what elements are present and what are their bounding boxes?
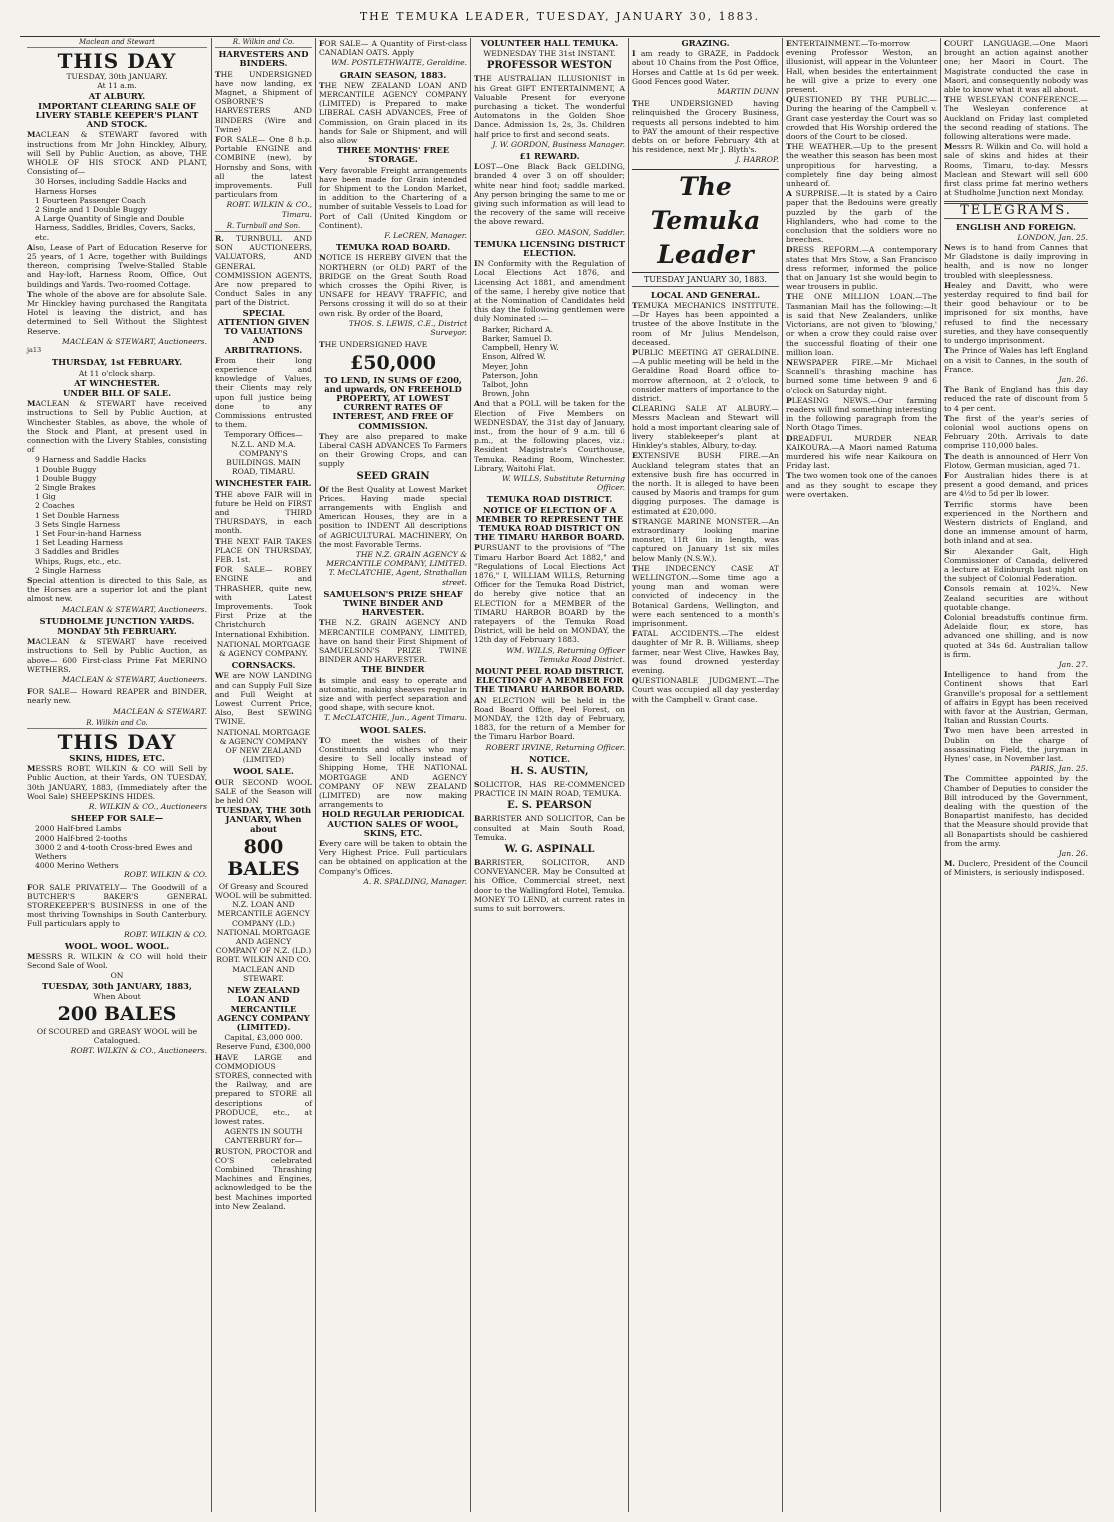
telegram-text: Colonial breadstuffs continue firm. Adelaide flour, ex store, has advanced one shilling, and is now quoted at 34s 6d. Australian tallow is firm. bbox=[944, 612, 1088, 659]
telegram-text: Healey and Davitt, who were yesterday required to find bail for their good behaviour or to be imprisoned for six months, have refused to find the necessary sureties, and they have consequently to undergo imprisonment. bbox=[944, 280, 1088, 346]
ad-wool-sale-2 bbox=[215, 767, 312, 983]
list-item: Whips, Rugs, etc., etc. bbox=[35, 556, 122, 566]
ad-body: Of the Best Quality at Lowest Market Prices. Having made special arrangements with English and American Houses, they are in a position to INDENT All descriptions of AGRICULTURAL MACHINERY, On the most Favorable Terms. bbox=[319, 484, 467, 549]
ad-title: HARVESTERS AND BINDERS. bbox=[218, 49, 309, 69]
ad-cornsacks bbox=[215, 661, 312, 764]
masthead-title: The Temuka Leader bbox=[632, 169, 779, 273]
ad-body: Special attention is directed to this Sale, as the Horses are a superior lot and the plant almost new. bbox=[27, 575, 207, 604]
ad-sheep-sale bbox=[27, 814, 207, 879]
news-paragraph: The two women took one of the canoes and as they sought to escape they were overtaken. bbox=[786, 471, 937, 499]
news-paragraph: NEWSPAPER FIRE.—Mr Michael Scannell's thrashing machine has burned some time between 9 and 6 o'clock on Saturday night. bbox=[786, 357, 937, 395]
news-paragraph: COURT LANGUAGE.—One Maori brought an action against another one; her Maori in Court. The Magistrate conducted the case in Maori, and consequently nobody was able to know what it was all about. bbox=[944, 39, 1088, 95]
telegram-dateline: PARIS, Jan. 25. bbox=[1030, 764, 1088, 774]
ad-ref: ja13 bbox=[27, 346, 42, 355]
ad-body: MESSRS ROBT. WILKIN & CO will Sell by Public Auction, at their Yards, ON TUESDAY, 30th JANUARY, 1883, (Immediately after the Wool Sale) SHEEPSKINS HIDES. bbox=[27, 764, 207, 801]
ad-signature: MACLEAN & STEWART. bbox=[112, 706, 207, 716]
news-paragraph: CLEARING SALE AT ALBURY.—Messrs Maclean and Stewart will hold a most important clearing sale of livery stablekeeper's plant at Hinkley's stables, Albury, to-day. bbox=[632, 404, 779, 451]
news-paragraph: THE WEATHER.—Up to the present the weather this season has been most unpropitious for harvesting, a completely fine day being almost unheard of. bbox=[786, 142, 937, 189]
ad-bales: 200 BALES bbox=[57, 1003, 177, 1026]
ad-wilkin-this-day bbox=[27, 719, 207, 811]
telegram-dateline: Jan. 26. bbox=[1058, 849, 1088, 859]
list-item: Barker, Richard A. bbox=[482, 324, 554, 334]
ad-title: WINCHESTER FAIR. bbox=[215, 478, 312, 489]
ad-body: MACLEAN & STEWART have received instructions to Sell by Public Auction, as above— 600 First-class Prime Fat MERINO WETHERS. bbox=[27, 637, 207, 674]
ad-headline: UNDER BILL OF SALE. bbox=[62, 387, 172, 398]
news-paragraph: THE ONE MILLION LOAN.—The Tasmanian Mail has the following:—It is said that New Zealanders, unlike Victorians, are not given to 'blowing,' or when a crow they could raise over the successful floating of their one million loan. bbox=[786, 292, 937, 357]
list-item: 3000 2 and 4-tooth Cross-bred Ewes and Wethers bbox=[35, 842, 193, 862]
list-item: 2 Coaches bbox=[35, 501, 75, 511]
ad-body: THE above FAIR will in future be Held on FIRST and THIRD THURSDAYS, in each month. bbox=[215, 489, 312, 536]
news-paragraph: PLEASING NEWS.—Our farming readers will find something interesting in the following paragraph from the North Otago Times. bbox=[786, 395, 937, 433]
ad-time: At 11 a.m. bbox=[97, 81, 137, 91]
list-item: 9 Harness and Saddle Hacks bbox=[35, 455, 146, 465]
list-item: 1 Set Double Harness bbox=[35, 510, 120, 520]
ad-name: E. S. PEARSON bbox=[507, 800, 592, 812]
ad-body: FOR SALE PRIVATELY— The Goodwill of a BUTCHER'S BAKER'S GENERAL STOREKEEPER'S BUSINESS in one of the most thriving Townships in South Canterbury. Full particulars apply to bbox=[27, 882, 207, 929]
ad-title: GRAZING. bbox=[681, 38, 730, 48]
ad-body: THE UNDERSIGNED having relinquished the Grocery Business, requests all persons indebted to him to PAY the amount of their respective debts on or before February 4th at his residence, next Mr J. Blyth's. bbox=[632, 99, 779, 155]
ad-signature: MACLEAN & STEWART, Auctioneers. bbox=[62, 604, 207, 614]
ad-text: Of Greasy and Scoured WOOL will be submitted. bbox=[215, 881, 312, 901]
ad-signature: MACLEAN & STEWART, Auctioneers. bbox=[62, 675, 207, 684]
ad-text: ON bbox=[110, 971, 124, 981]
ad-signature: GEO. MASON, Saddler. bbox=[535, 227, 625, 237]
ad-winchester bbox=[27, 358, 207, 613]
ad-title: THIS DAY bbox=[57, 49, 177, 74]
telegram-text: The first of the year's series of colonial wool auctions opens on February 20th. Arrivals to date comprise 110,000 bales. bbox=[944, 413, 1088, 451]
ad-mount-peel bbox=[474, 667, 625, 752]
running-head: THE TEMUKA LEADER, TUESDAY, JANUARY 30, 1883. bbox=[359, 10, 761, 23]
ad-road-board bbox=[319, 243, 467, 337]
ad-subtitle: SEED GRAIN bbox=[356, 470, 430, 482]
column-5 bbox=[629, 38, 782, 1512]
telegram-dateline: Jan. 27. bbox=[1058, 660, 1088, 669]
ad-body: THE AUSTRALIAN ILLUSIONIST in his Great GIFT ENTERTAINMENT, A Valuable Present for everyone purchasing a ticket. The wonderful Automatons in the Golden Shoe Dance. Admission 1s, 2s, 3s. Children half price to first and second seats. bbox=[474, 74, 625, 139]
header-rule bbox=[20, 36, 1100, 37]
ad-signature: ROBT. WILKIN & CO., Auctioneers. bbox=[70, 1045, 207, 1055]
news-paragraph: DREADFUL MURDER NEAR KAIKOURA.—A Maori named Ratuma murdered his wife near Kaikoura on Friday last. bbox=[786, 433, 937, 471]
ad-amount: £50,000 bbox=[350, 351, 436, 374]
ad-body: is simple and easy to operate and automatic, making sheaves regular in size and with perfect separation and good shape, with secure knot. bbox=[319, 675, 467, 713]
ad-grocery bbox=[632, 99, 779, 164]
ad-body: I am ready to GRAZE, in Paddock about 10 Chains from the Post Office, Horses and Cattle at 1s 6d per week. Good Fences good Water. bbox=[632, 49, 779, 86]
list-item: Talbot, John bbox=[482, 379, 529, 389]
ad-maclean-this-day bbox=[27, 38, 207, 355]
list-item: 1 Fourteen Passenger Coach bbox=[35, 195, 146, 205]
ad-date: WEDNESDAY THE 31st INSTANT. bbox=[483, 49, 616, 59]
news-paragraph: STRANGE MARINE MONSTER.—An extraordinary looking marine monster, 11ft 6in in length, was captured on January 1st six miles below Manly (N.S.W.). bbox=[632, 516, 779, 563]
ad-signature: A. R. SPALDING, Manager. bbox=[363, 876, 467, 886]
ad-road-district bbox=[474, 495, 625, 664]
ad-body: From their long experience and knowledge of Values, their Clients may rely upon full justice being done to any Commissions entrusted to them. bbox=[215, 355, 312, 430]
ad-body: FOR SALE— One 8 h.p. Portable ENGINE and COMBINE (new), by Hornsby and Sons, with all the latest improvements. Full particulars from bbox=[215, 135, 312, 200]
list-item: 1 Double Buggy bbox=[35, 473, 97, 483]
ad-title: TEMUKA LICENSING DISTRICT ELECTION. bbox=[474, 238, 625, 259]
ad-signature: MARTIN DUNN bbox=[717, 87, 779, 97]
telegrams-title: TELEGRAMS. bbox=[944, 201, 1088, 218]
ad-body: THE N.Z. GRAIN AGENCY AND MERCANTILE COMPANY, LIMITED, have on hand their First Shipment of SAMUELSON'S PRIZE TWINE BINDER AND HARVESTER. bbox=[319, 618, 467, 665]
ad-body: FOR SALE— ROBEY ENGINE and THRASHER, quite new, with Latest Improvements. Took First Prize at the Christchurch International Exhibition. bbox=[215, 565, 312, 639]
ad-studholme bbox=[27, 617, 207, 684]
ad-grain-season bbox=[319, 71, 467, 241]
ad-subtitle: THREE MONTHS' FREE STORAGE. bbox=[336, 145, 450, 165]
ad-grazing bbox=[632, 39, 779, 96]
ad-subtitle: TO LEND, IN SUMS OF £200, and upwards, ON FREEHOLD PROPERTY, AT LOWEST CURRENT RATES OF INTEREST, AND FREE OF COMMISSION. bbox=[324, 374, 462, 431]
column-2 bbox=[212, 38, 315, 1512]
news-paragraph: TEMUKA MECHANICS INSTITUTE.—Dr Hayes has been appointed a trustee of the above Institute in the room of Mr Julius Mendelson, deceased. bbox=[632, 301, 779, 347]
ad-loan-50000 bbox=[319, 340, 467, 586]
ad-text: Temporary Offices— N.Z.L. AND M.A. COMPANY'S BUILDINGS. MAIN ROAD, TIMARU. bbox=[224, 430, 303, 477]
ad-signature: WM. POSTLETHWAITE, Geraldine. bbox=[331, 58, 467, 68]
ad-place: VOLUNTEER HALL TEMUKA. bbox=[480, 38, 619, 48]
ad-subtitle: SPECIAL ATTENTION GIVEN TO VALUATIONS AND ARBITRATIONS. bbox=[217, 307, 310, 355]
list-item: Meyer, John bbox=[482, 361, 529, 371]
ad-title: GRAIN SEASON, 1883. bbox=[339, 69, 447, 80]
ad-body: They are also prepared to make Liberal CASH ADVANCES To Farmers on their Growing Crops, and can supply bbox=[319, 431, 467, 469]
ad-body: NOTICE IS HEREBY GIVEN that the NORTHERN (or OLD) PART of the BRIDGE on the Great South Road which crosses the Opihi River, is UNSAFE for HEAVY TRAFFIC, and Persons crossing it will do so at their own risk. By order of the Board, bbox=[319, 253, 467, 318]
ad-signature: J. HARROP. bbox=[735, 155, 779, 165]
column-1 bbox=[24, 38, 210, 1512]
ad-canadian-oats bbox=[319, 39, 467, 68]
ad-text: AGENTS IN SOUTH CANTERBURY for— bbox=[224, 1127, 303, 1146]
ad-body: RUSTON, PROCTOR and CO'S celebrated Combined Thrashing Machines and Engines, acknowledged to be the best Machines imported into New Zealand. bbox=[215, 1146, 312, 1211]
ad-body: OUR SECOND WOOL SALE of the Season will be held ON bbox=[215, 777, 312, 806]
ad-body: TO meet the wishes of their Constituents and others who may desire to Sell locally instead of Shipping Home, THE NATIONAL MORTGAGE AND AGENCY COMPANY OF NEW ZEALAND (LIMITED) are now making arrangements to bbox=[319, 735, 467, 810]
ad-body: IN Conformity with the Regulation of Local Elections Act 1876, and Licensing Act 1881, and amendment of the same, I hereby give notice that at the Nomination of Candidates held this day the following gentlemen were duly Nominated :— bbox=[474, 259, 625, 324]
ad-signature: THOS. S. LEWIS, C.E., District Surveyor. bbox=[348, 318, 467, 338]
ad-title: PROFESSOR WESTON bbox=[486, 60, 613, 72]
section-heading: Maclean and Stewart bbox=[27, 38, 207, 48]
ad-date: TUESDAY, 30th JANUARY, 1883, bbox=[42, 980, 192, 991]
ad-date: MONDAY 5th FEBRUARY. bbox=[57, 625, 177, 636]
list-item: 2 Single and 1 Double Buggy bbox=[35, 205, 148, 215]
telegram-text: The death is announced of Herr Von Flotow, German musician, aged 71. bbox=[944, 451, 1088, 470]
telegram-text: The Prince of Wales has left England on a visit to Cannes, in the south of France. bbox=[944, 346, 1088, 374]
ad-signature: T. McCLATCHIE, Jun., Agent Timaru. bbox=[323, 713, 467, 723]
ad-body: THE NEXT FAIR TAKES PLACE ON THURSDAY, FEB. 1st. bbox=[215, 536, 312, 564]
column-7 bbox=[941, 38, 1091, 1512]
ad-signature: NATIONAL MORTGAGE & AGENCY COMPANY. bbox=[216, 639, 311, 658]
ad-title: SAMUELSON'S PRIZE SHEAF TWINE BINDER AND HARVESTER. bbox=[323, 588, 463, 618]
section-heading: R. Wilkin and Co. bbox=[27, 719, 207, 729]
news-paragraph: THE WESLEYAN CONFERENCE.—The Wesleyan conference at Auckland on Friday last completed the second reading of stations. The following alterations were made. bbox=[944, 95, 1088, 142]
ad-signature: J. W. GORDON, Business Manager. bbox=[492, 139, 625, 149]
ad-bales: 800 BALES bbox=[227, 835, 300, 880]
ad-place: STUDHOLME JUNCTION YARDS. bbox=[39, 615, 195, 626]
telegram-text: Consols remain at 102¼. New Zealand securities are without quotable change. bbox=[944, 584, 1088, 612]
ad-reward bbox=[474, 152, 625, 237]
ad-headline: IMPORTANT CLEARING SALE OF LIVERY STABLE KEEPER'S PLANT AND STOCK. bbox=[35, 100, 199, 130]
telegram-text: Intelligence to hand from the Continent shows that Earl Granville's proposal for a settlement of affairs in Egypt has been received with favor at the Austrian, German, Italian and Russian Courts. bbox=[944, 670, 1088, 726]
telegram-text: For Australian hides there is at present a good demand, and prices are 4½d to 5d per lb lower. bbox=[944, 470, 1088, 499]
telegram-dateline: LONDON, Jan. 25. bbox=[1017, 232, 1088, 242]
ad-title: CORNSACKS. bbox=[231, 660, 296, 671]
list-item: Barker, Samuel D. bbox=[482, 333, 552, 343]
ad-body: And that a POLL will be taken for the Election of Five Members on WEDNESDAY, the 31st day of January, inst., from the hour of 9 a.m. till 6 p.m., at the following places, viz.: Resident Magistrate's Courthouse, Temuka. Reading Room, Winchester. Library, Waitohi Flat. bbox=[474, 399, 625, 473]
ad-body: Very favorable Freight arrangements have been made for Grain intended for Shipment to the London Market, in addition to the Chartering of a number of suitable Vessels to Load for Port of Call (United Kingdom or Continent). bbox=[319, 165, 467, 230]
ad-samuelson bbox=[319, 590, 467, 723]
list-item: 30 Horses, including Saddle Hacks and Harness Horses bbox=[35, 177, 187, 196]
news-paragraph: QUESTIONABLE JUDGMENT.—The Court was occupied all day yesterday with the Campbell v. Grant case. bbox=[632, 676, 779, 704]
telegram-text: News is to hand from Cannes that Mr Gladstone is daily improving in health, and is now no longer troubled with sleeplessness. bbox=[944, 243, 1088, 280]
ad-place: AT WINCHESTER. bbox=[74, 377, 160, 388]
section-heading: R. Turnbull and Son. bbox=[215, 222, 312, 232]
ad-text: When About bbox=[93, 991, 141, 1001]
column-6 bbox=[783, 38, 940, 1512]
ad-title: WOOL SALES. bbox=[359, 724, 427, 735]
ad-licensing-election bbox=[474, 240, 625, 492]
list-item: 2 Single Brakes bbox=[35, 482, 96, 492]
news-paragraph: ENTERTAINMENT.—To-morrow evening Professor Weston, an illusionist, will appear in the Volunteer Hall, when besides the entertainment he will give a prize to every one present. bbox=[786, 39, 937, 95]
telegram-text: M. Duclerc, President of the Council of Ministers, is seriously indisposed. bbox=[944, 859, 1088, 878]
ad-body: SOLICITOR, HAS RE-COMMENCED PRACTICE IN MAIN ROAD, TEMUKA. bbox=[474, 780, 625, 799]
ad-body: THE UNDERSIGNED HAVE bbox=[319, 340, 428, 350]
column-3 bbox=[316, 38, 470, 1512]
ad-date: TUESDAY, 30th JANUARY. bbox=[66, 72, 168, 82]
news-paragraph: EXTENSIVE BUSH FIRE.—An Auckland telegram states that an extensive bush fire has occurred in the north. It is alleged to have been caused by Maoris and tramps for gum digging purposes. The damage is estimated at £20,000. bbox=[632, 451, 779, 516]
ad-harvesters bbox=[215, 38, 312, 219]
ad-nz-loan bbox=[215, 986, 312, 1211]
ad-turnbull bbox=[215, 222, 312, 476]
ad-body: R. TURNBULL AND SON AUCTIONEERS, VALUATORS, AND GENERAL COMMISSION AGENTS, Are now prepared to Conduct Sales in any part of the District. bbox=[215, 234, 312, 308]
ad-body: MESSRS R. WILKIN & CO will hold their Second Sale of Wool. bbox=[27, 952, 207, 971]
ad-body: MACLEAN & STEWART have received instructions to Sell by Public Auction, at Winchester Stables, as above, the whole of the Stock and Plant, at present used in connection with the Livery Stables, consisting of bbox=[27, 399, 207, 455]
ad-body: LOST—One Black Back GELDING, branded 4 over 3 on off shoulder; white near hind foot; saddle marked. Any person bringing the same to me or giving such information as will lead to the recovery of the same will receive the above reward. bbox=[474, 162, 625, 227]
ad-private-sale bbox=[27, 883, 207, 939]
ad-title: WOOL. WOOL. WOOL. bbox=[64, 940, 170, 951]
news-paragraph: PUBLIC MEETING AT GERALDINE.—A public meeting will be held in the Geraldine Road Board office to-morrow afternoon, at 2 o'clock, to consider matters of importance to the district. bbox=[632, 348, 779, 404]
list-item: A Large Quantity of Single and Double Harness, Saddles, Bridles, Covers, Sacks, etc. bbox=[35, 214, 196, 242]
ad-text: Of SCOURED and GREASY WOOL will be Catalogued. bbox=[36, 1027, 198, 1046]
ad-wool-sales-nz bbox=[319, 726, 467, 886]
ad-body: HAVE LARGE and COMMODIOUS STORES, connected with the Railway, and are prepared to STORE all descriptions of PRODUCE, etc., at lowest rates. bbox=[215, 1052, 312, 1126]
ad-signature: ROBT. WILKIN & CO. bbox=[123, 870, 207, 880]
list-item: 1 Gig bbox=[35, 492, 56, 502]
column-4 bbox=[471, 38, 628, 1512]
ad-date: TUESDAY, THE 30th JANUARY, When about bbox=[215, 805, 312, 834]
ad-name: W. G. ASPINALL bbox=[504, 844, 595, 856]
ad-title: WOOL SALE. bbox=[233, 766, 294, 777]
news-paragraph: DRESS REFORM.—A contemporary states that Mrs Stow, a San Francisco dress reformer, informed the police that on January 1st she would begin to wear trousers in public. bbox=[786, 245, 937, 292]
ad-title: MOUNT PEEL ROAD DISTRICT. ELECTION OF A MEMBER FOR THE TIMARU HARBOR BOARD. bbox=[474, 666, 625, 695]
ad-text: Capital, £3,000 000. Reserve Fund, £300,000 bbox=[216, 1033, 311, 1052]
list-item: 2000 Half-bred 2-tooths bbox=[35, 833, 128, 843]
list-item: Brown, John bbox=[482, 389, 530, 399]
ad-body: BARRISTER, SOLICITOR, AND CONVEYANCER. May be Consulted at his Office, Commercial street, next door to the Wallingford Hotel, Temuka. MONEY TO LEND, at current rates in sums to suit borrowers. bbox=[474, 858, 625, 914]
telegram-text: Two men have been arrested in Dublin on the charge of assassinating Field, the juryman in Hynes' case, in November last. bbox=[944, 726, 1088, 764]
ad-title: TEMUKA ROAD DISTRICT. bbox=[486, 494, 613, 505]
ad-body: MACLEAN & STEWART favored with instructions from Mr John Hinckley, Albury, will Sell by Public Auction, as above, THE WHOLE OF HIS STOCK AND PLANT, Consisting of— bbox=[27, 130, 207, 177]
ad-professor-weston bbox=[474, 39, 625, 149]
ad-signature: N.Z. LOAN AND MERCANTILE AGENCY COMPANY (LD.) NATIONAL MORTGAGE AND AGENCY COMPANY OF N.Z. (LD.) ROBT. WILKIN AND CO. MACLEAN AND STEWART. bbox=[215, 900, 312, 983]
section-heading: R. Wilkin and Co. bbox=[215, 38, 312, 48]
news-paragraph: THE INDECENCY CASE AT WELLINGTON.—Some time ago a young man and woman were convicted of indecency in the Botanical Gardens, Wellington, and were each sentenced to a month's imprisonment. bbox=[632, 563, 779, 628]
ad-name: H. S. AUSTIN, bbox=[510, 766, 589, 778]
list-item: 4000 Merino Wethers bbox=[35, 861, 119, 871]
ad-body: PURSUANT to the provisions of "The Timaru Harbor Board Act 1882," and "Regulations of Local Elections Act 1876," I, WILLIAM WILLS, Returning Officer for the Temuka Road District, do hereby give notice that an ELECTION for a MEMBER of the TIMARU HARBOR BOARD by the ratepayers of the Temuka Road District, will be held on MONDAY, the 12th day of February 1883. bbox=[474, 543, 625, 645]
ad-date: THURSDAY, 1st FEBRUARY. bbox=[51, 357, 183, 368]
ad-title: £1 REWARD. bbox=[519, 151, 580, 162]
telegrams-subtitle: ENGLISH AND FOREIGN. bbox=[956, 221, 1076, 232]
news-paragraph: Messrs R. Wilkin and Co. will hold a sale of skins and hides at their Rooms, Timaru, to-day. Messrs Maclean and Stewart will sell 600 first class prime fat merino wethers at Studholme Junction next Monday. bbox=[944, 142, 1088, 198]
ad-body: THE UNDERSIGNED have now landing, ex Magnet, a Shipment of OSBORNE'S HARVESTERS AND BINDERS (Wire and Twine) bbox=[215, 69, 312, 134]
list-item: 3 Saddles and Bridles bbox=[35, 547, 119, 557]
ad-signature: ROBT. WILKIN & CO. bbox=[123, 929, 207, 939]
ad-notice-solicitors bbox=[474, 755, 625, 913]
telegram-dateline: Jan. 26. bbox=[1058, 374, 1088, 384]
ad-time: At 11 o'clock sharp. bbox=[78, 368, 156, 378]
ad-signature: THE N.Z. GRAIN AGENCY & MERCANTILE COMPANY, LIMITED. T. McCLATCHIE, Agent, Strathallan street. bbox=[326, 549, 467, 587]
ad-title: NEW ZEALAND LOAN AND MERCANTILE AGENCY COMPANY (LIMITED). bbox=[217, 985, 310, 1032]
ad-body: THE NEW ZEALAND LOAN AND MERCANTILE AGENCY COMPANY (LIMITED) is Prepared to make LIBERAL CASH ADVANCES, Free of Commission, on Grain placed in its hands for Sale or Shipment, and will also allow bbox=[319, 80, 467, 146]
ad-body: AN ELECTION will be held in the Road Board Office, Peel Forest, on MONDAY, the 12th day of February, 1883, for the return of a Member for the Timaru Harbor Board. bbox=[474, 695, 625, 742]
telegram-text: Sir Alexander Galt, High Commissioner of Canada, delivered a lecture at Edinburgh last night on the subject of Colonial Federation. bbox=[944, 546, 1088, 584]
ad-wool-sale bbox=[27, 942, 207, 1055]
ad-signature: R. WILKIN & CO., Auctioneers bbox=[88, 802, 207, 812]
ad-signature: W. WILLS, Substitute Returning Officer. bbox=[501, 473, 625, 493]
list-item: 2 Single Harness bbox=[35, 565, 101, 575]
telegram-text: The Bank of England has this day reduced the rate of discount from 5 to 4 per cent. bbox=[944, 385, 1088, 413]
page-header bbox=[20, 10, 1100, 34]
news-paragraph: A SURPRISE.—It is stated by a Cairo paper that the Bedouins were greatly puzzled by the garb of the Highlanders, who had come to the conclusion that the soldiers wore no breeches. bbox=[786, 189, 937, 245]
telegram-text: The Committee appointed by the Chamber of Deputies to consider the Bill introduced by the Government, dealing with the question of the Bonapartist manifesto, has decided that the Measure should provide that all Bonapartists should be cashiered from the army. bbox=[944, 774, 1088, 848]
ad-title: NOTICE. bbox=[528, 753, 571, 764]
ad-body: FOR SALE— Howard REAPER and BINDER, nearly new. bbox=[27, 687, 207, 706]
ad-signature: ROBERT IRVINE, Returning Officer. bbox=[485, 742, 625, 752]
list-item: 3 Sets Single Harness bbox=[35, 519, 120, 529]
ad-title: THIS DAY bbox=[57, 730, 177, 755]
ad-winchester-fair bbox=[215, 479, 312, 658]
ad-body: Every care will be taken to obtain the Very Highest Price. Full particulars can be obtained on application at the Company's Offices. bbox=[319, 839, 467, 876]
ad-body: The whole of the above are for absolute Sale. Mr Hinckley having purchased the Rangitata Hotel is leaving the district, and has determined to Sell Without the Slightest Reserve. bbox=[27, 289, 207, 336]
list-item: Enson, Alfred W. bbox=[482, 352, 546, 362]
masthead-date: TUESDAY JANUARY 30, 1883. bbox=[632, 275, 779, 287]
list-item: Paterson, John bbox=[482, 370, 539, 380]
ad-subtitle: HOLD REGULAR PERIODICAL AUCTION SALES OF WOOL, SKINS, ETC. bbox=[321, 809, 465, 838]
list-item: 1 Set Four-in-hand Harness bbox=[35, 528, 142, 538]
section-title: LOCAL AND GENERAL. bbox=[650, 289, 761, 300]
list-item: Campbell, Henry W. bbox=[482, 343, 559, 353]
ad-subtitle: THE BINDER bbox=[361, 664, 425, 675]
ad-title: TEMUKA ROAD BOARD. bbox=[335, 242, 451, 253]
ad-body: Also, Lease of Part of Education Reserve for 25 years, of 1 Acre, together with Buildings thereon, comprising Twelve-Stalled Stable and Hay-loft, Harness Room, Office, Out buildings and Yards. Two-roomed Cottage. bbox=[27, 242, 207, 289]
list-item: 1 Double Buggy bbox=[35, 464, 97, 474]
ad-place: AT ALBURY. bbox=[88, 90, 146, 101]
ad-signature: ROBT. WILKIN & CO., Timaru. bbox=[226, 200, 312, 219]
ad-title: SHEEP FOR SALE— bbox=[70, 813, 164, 824]
ad-body: BARRISTER AND SOLICITOR, Can be consulted at Main South Road, Temuka. bbox=[474, 814, 625, 842]
list-item: 2000 Half-bred Lambs bbox=[35, 824, 122, 834]
ad-subtitle: SKINS, HIDES, ETC. bbox=[69, 753, 165, 764]
list-item: 1 Set Leading Harness bbox=[35, 538, 123, 548]
ad-signature: NATIONAL MORTGAGE & AGENCY COMPANY OF NEW ZEALAND (LIMITED) bbox=[216, 727, 311, 765]
ad-signature: F. LeCREN, Manager. bbox=[384, 231, 467, 241]
news-paragraph: FATAL ACCIDENTS.—The eldest daughter of Mr R. B. Williams, sheep farmer, near West Clive, Hawkes Bay, was found drowned yesterday evening. bbox=[632, 629, 779, 675]
news-paragraph: QUESTIONED BY THE PUBLIC.—During the hearing of the Campbell v. Grant case yesterday the Court was so crowded that His Worship ordered the doors of the Court to be closed. bbox=[786, 95, 937, 142]
ad-signature: MACLEAN & STEWART, Auctioneers. bbox=[62, 336, 207, 346]
ad-reaper-binder bbox=[27, 687, 207, 716]
ad-signature: WM. WILLS, Returning Officer Temuka Road District. bbox=[506, 645, 625, 664]
ad-subtitle: NOTICE OF ELECTION OF A MEMBER TO REPRESENT THE TEMUKA ROAD DISTRICT ON THE TIMARU HARBOR BOARD. bbox=[474, 504, 625, 543]
ad-body: FOR SALE— A Quantity of First-class CANADIAN OATS. Apply bbox=[319, 39, 467, 58]
ad-body: WE are NOW LANDING and can Supply Full Size and Full Weight at Lowest Current Price, Also, Best SEWING TWINE. bbox=[215, 671, 312, 727]
telegram-text: Terrific storms have been experienced in the Northern and Western districts of England, and done an immense amount of harm, both inland and at sea. bbox=[944, 499, 1088, 546]
